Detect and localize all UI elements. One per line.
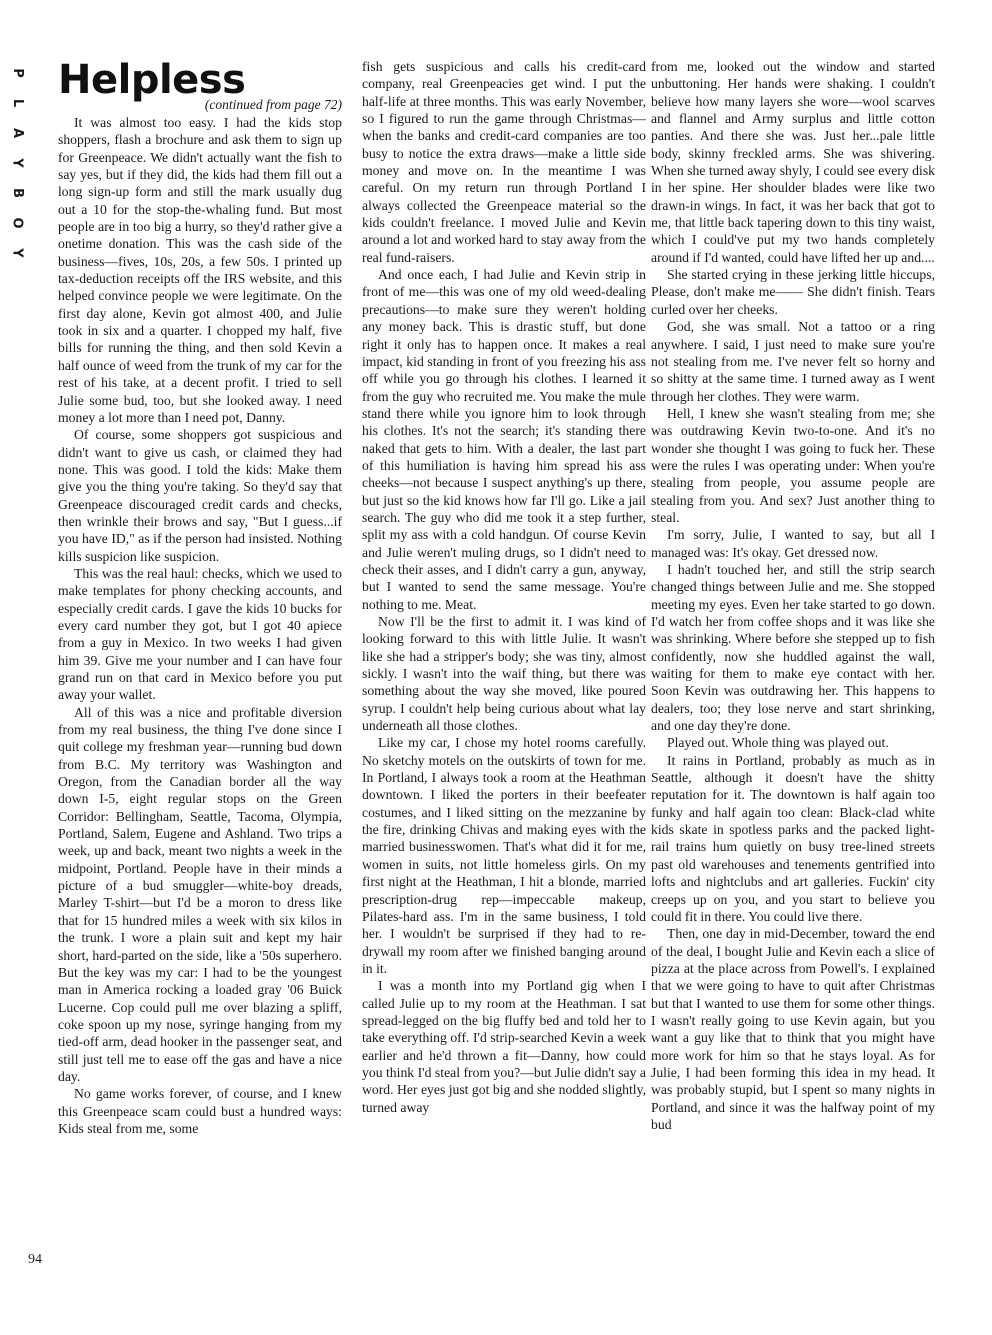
paragraph: It was almost too easy. I had the kids stop shoppers, flash a brochure and ask them to sign up for Greenpeace. We didn't actually want the fish to say yes, but if they did, the kids had them fill out a long sign-up form and still the mark usually dug out a 10 for the stop-the-whaling fund. But most people are in too big a hurry, so they'd rather give a onetime donation. This was the cash side of the business—fives, 10s, 20s, a few 50s. I printed up tax-deduction receipts off the IRS website, and this helped convince people we were legitimate. On the first day alone, Kevin got almost 400, and Julie took in six and a quarter. I chopped my half, five bills for running the thing, and then sold Kevin a half ounce of weed from the trunk of my car for the rest of his take, at a decent profit. I tried to sell Julie some bud, too, but she looked away. I need money a lot more than I need pot, Danny. [58, 115, 342, 425]
paragraph: Hell, I knew she wasn't stealing from me; she was outdrawing Kevin two-to-one. And it's no wonder she thought I was going to fuck her. These were the rules I was operating under: When you're stealing from people, you assume people are stealing from you. And sex? Just another thing to steal. [651, 405, 935, 525]
paragraph: God, she was small. Not a tattoo or a ring anywhere. I said, I just need to make sure you're not stealing from me. I've never felt so horny and so shitty at the same time. I turned away as I went through her clothes. They were warm. [651, 319, 935, 404]
brand-letter: Y [9, 248, 25, 258]
paragraph: Now I'll be the first to admit it. I was kind of looking forward to this with little Julie. It wasn't like she had a stripper's body; she was tiny, almost sickly. I wasn't into the waif thing, but there was something about the way she moved, like poured syrup. I couldn't help being curious about what lay underneath all those clothes. [362, 614, 646, 734]
brand-letter: Y [9, 158, 25, 168]
paragraph: I hadn't touched her, and still the strip search changed things between Julie and me. She stopped meeting my eyes. Even her take started to go down. I'd watch her from coffee shops and it was like she was shrinking. Where before she stepped up to fish confidently, now she huddled against the wall, waiting for them to make eye contact with her. Soon Kevin was outdrawing her. This happens to dealers, too; they lose nerve and start shrinking, and one day they're done. [651, 561, 935, 734]
article-column-1 [58, 58, 342, 1137]
paragraph: All of this was a nice and profitable diversion from my real business, the thing I've done since I quit college my freshman year—running bud down from B.C. My territory was Washington and Oregon, from the Canadian border all the way down I-5, eight regular stops on the Green Corridor: Bellingham, Seattle, Tacoma, Olympia, Portland, Salem, Eugene and Ashland. Two trips a week, up and back, meant two nights a week in the midpoint, Portland. People have in their minds a picture of a bud smuggler—white-boy dreads, Marley T-shirt—but I'd be a moron to dress like that for 15 hundred miles a week with six kilos in the trunk. I wore a plain suit and kept my hair short, hard-parted on the side, like a '50s superhero. But the key was my car: I had to be the youngest man in America rocking a loaded gray '06 Buick Lucerne. Cop could pull me over blazing a spliff, coke spoon up my nose, syringe hanging from my tied-off arm, dead hooker in the passenger seat, and still just tell me to ease off the gas and have a nice day. [58, 704, 342, 1084]
brand-letter: B [9, 188, 25, 198]
paragraph: from me, looked out the window and started unbuttoning. Her hands were shaking. I couldn't believe how many layers she wore—wool scarves and flannel and Army surplus and little cotton panties. And there she was. Just her...pale little body, skinny freckled arms. She was shivering. When she turned away shyly, I could see every disk in her spine. Her shoulder blades were like two drawn-in wings. In fact, it was her back that got to me, that little back tapering down to this tiny waist, which I could've put my two hands completely around if I'd wanted, could have lifted her up and.... [651, 59, 935, 265]
brand-letter: A [10, 127, 25, 139]
paragraph: Like my car, I chose my hotel rooms carefully. No sketchy motels on the outskirts of town for me. In Portland, I always took a room at the Heathman downtown. I liked the porters in their beefeater costumes, and I liked sitting on the mezzanine by the fire, drinking Chivas and making eyes with the married businesswomen. That's what did it for me, women in suits, not little homeless girls. On my first night at the Heathman, I hit a blonde, married prescription-drug rep—impeccable makeup, Pilates-hard ass. I'm in the same business, I told her. I wouldn't be surprised if they had to re-drywall my room after we finished banging around in it. [362, 735, 646, 976]
paragraph: No game works forever, of course, and I knew this Greenpeace scam could bust a hundred ways: Kids steal from me, some [58, 1086, 342, 1136]
paragraph: And once each, I had Julie and Kevin strip in front of me—this was one of my old weed-dealing precautions—to make sure they weren't holding any money back. This is drastic stuff, but done right it only has to happen once. It makes a real impact, kid standing in front of you freezing his ass off while you go through his clothes. I learned it from the guy who recruited me. You make the mule stand there while you ignore him to look through his clothes. It's not the search; it's standing there naked that gets to him. With a dealer, the last part of this humiliation is having him spread his ass cheeks—not because I suspect anything's up there, but just so the kid knows how far I'll go. Like a jail search. The guy who did me took it a step further, split my ass with a cold handgun. Of course Kevin and Julie weren't muling drugs, so I didn't need to check their asses, and I didn't carry a gun, anyway, but I wanted to send the same message. You're nothing to me. Meat. [362, 267, 646, 612]
article-column-3 [651, 58, 935, 1133]
paragraph: fish gets suspicious and calls his credit-card company, real Greenpeacies get wind. I put the half-life at three months. This was early November, so I figured to run the game through Christmas—when the banks and credit-card companies are too busy to notice the extra draws—make a little side money and move on. In the meantime I was careful. On my return run through Portland I always collected the Greenpeace material so the kids couldn't freelance. I moved Julie and Kevin around a lot and worked hard to stay away from the real fund-raisers. [362, 59, 646, 265]
paragraph: I was a month into my Portland gig when I called Julie up to my room at the Heathman. I sat spread-legged on the big fluffy bed and told her to take everything off. I'd strip-searched Kevin a week earlier and he'd thrown a fit—Danny, how could you think I'd steal from you?—but Julie didn't say a word. Her eyes just got big and she nodded slightly, turned away [362, 978, 646, 1115]
paragraph: This was the real haul: checks, which we used to make templates for phony checking accounts, and especially credit cards. I gave the kids 10 bucks for every card number they got, but I got 40 apiece from a guy in Mexico. In two weeks I had given him 39. Give me your number and I can have four grand run on that card in Mexico before you put away your wallet. [58, 565, 342, 703]
page-number: 94 [28, 1252, 42, 1267]
brand-letter: L [9, 98, 25, 108]
magazine-brand [6, 58, 28, 268]
continued-note: (continued from page 72) [204, 97, 342, 112]
brand-letter: O [10, 217, 25, 229]
brand-letter: P [10, 68, 25, 78]
article-title: Helpless [58, 57, 246, 103]
paragraph: Of course, some shoppers got suspicious and didn't want to give us cash, or claimed they had none. This was good. I told the kids: Make them give you the thing you're taking. So they'd say that Greenpeace discouraged credit cards and checks, then wrinkle their brows and say, "But I guess...if you have ID," as if the person had insisted. Nothing kills suspicion like suspicion. [58, 427, 342, 564]
paragraph: Played out. Whole thing was played out. [667, 735, 889, 751]
paragraph: She started crying in these jerking little hiccups, Please, don't make me—— She didn't finish. Tears curled over her cheeks. [651, 267, 935, 317]
article-column-2 [362, 58, 646, 1116]
paragraph: I'm sorry, Julie, I wanted to say, but all I managed was: It's okay. Get dressed now. [651, 527, 935, 560]
paragraph: It rains in Portland, probably as much as in Seattle, although it doesn't have the shitty reputation for it. The downtown is half again too funky and half again too clean: Black-clad white kids skate in spotless parks and the packed light-rail trains hum quietly on busy tree-lined streets past old warehouses and tenements gentrified into lofts and nightclubs and art galleries. Fuckin' city creeps up on you, and you start to believe you could fit in there. You could live there. [651, 752, 935, 924]
paragraph: Then, one day in mid-December, toward the end of the deal, I bought Julie and Kevin each a slice of pizza at the place across from Powell's. I explained that we were going to have to quit after Christmas but that I wanted to use them for some other things. I wasn't really going to use Kevin again, but you want a guy like that to think that you might have more work for him so that he stays loyal. As for Julie, I had been forming this idea in my head. It was probably stupid, but I spent so many nights in Portland, and since it was the halfway point of my bud [651, 926, 935, 1132]
